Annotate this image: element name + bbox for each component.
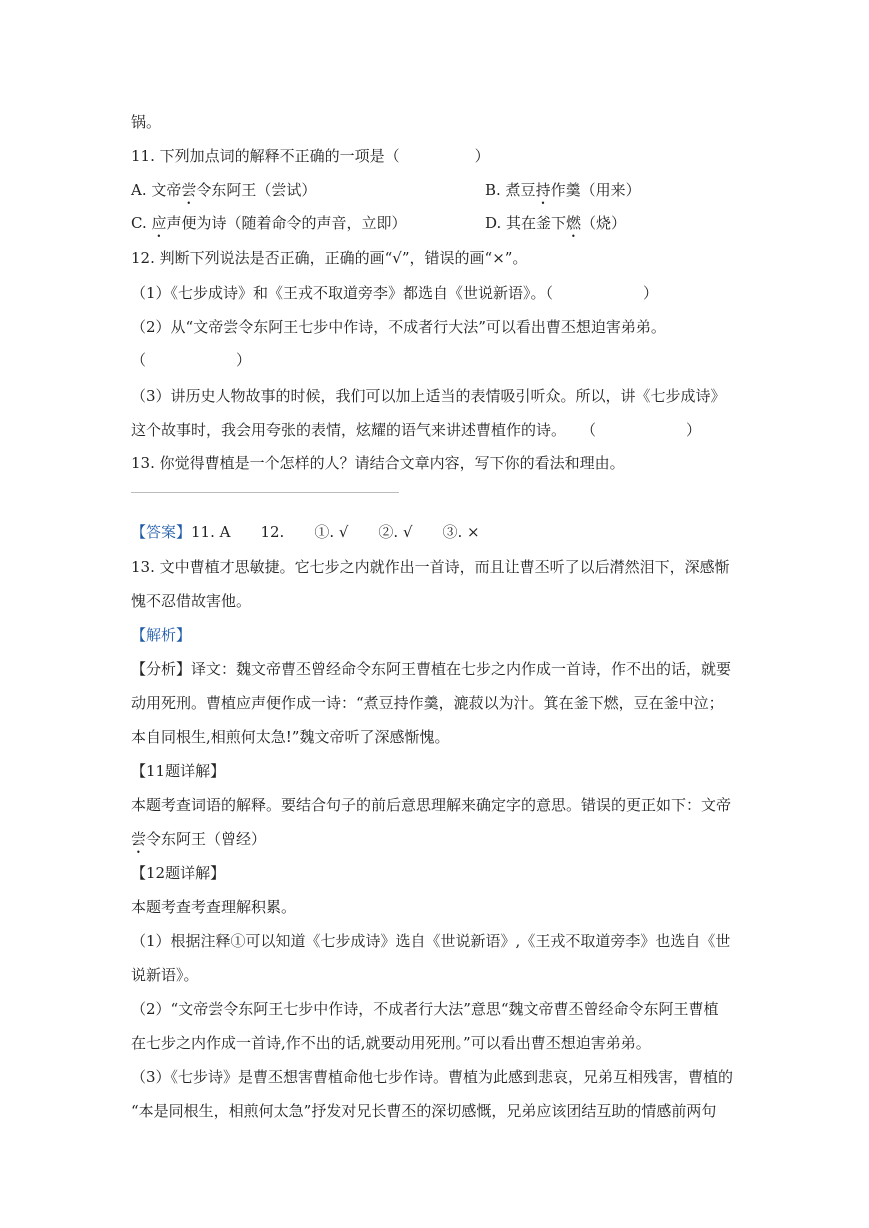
- option-a: A. 文帝尝令东阿王（尝试）: [131, 181, 317, 199]
- question-12-3-cont: 这个故事时，我会用夸张的表情，炫耀的语气来讲述曹植作的诗。 （ ）: [131, 421, 702, 439]
- dotted-word: 持: [535, 181, 551, 199]
- analysis-3: 本自同根生,相煎何太急!”魏文帝听了深感惭愧。: [131, 728, 450, 746]
- analysis-label: 【解析】: [131, 626, 192, 644]
- detail-11-heading: 【11题详解】: [131, 762, 226, 780]
- dotted-word: 燃: [566, 214, 582, 232]
- option-c: C. 应声便为诗（随着命令的声音，立即）: [131, 214, 407, 232]
- option-d: D. 其在釜下燃（烧）: [485, 214, 627, 232]
- text-line: 锅。: [131, 113, 162, 131]
- detail-11-2: 尝令东阿王（曾经）: [131, 830, 267, 848]
- analysis-1: 【分析】译文：魏文帝曹丕曾经命令东阿王曹植在七步之内作成一首诗，作不出的话，就要: [131, 660, 732, 678]
- answer-label: 【答案】: [131, 523, 192, 541]
- detail-12-3: 说新语》。: [131, 966, 199, 984]
- answer-underline: [131, 492, 399, 493]
- question-12-2-blank: （ ）: [131, 351, 252, 369]
- question-12: 12. 判断下列说法是否正确，正确的画“√”，错误的画“×”。: [131, 249, 528, 267]
- answer-13-cont: 愧不忍借故害他。: [131, 592, 252, 610]
- question-12-2: （2）从“文帝尝令东阿王七步中作诗，不成者行大法”可以看出曹丕想迫害弟弟。: [131, 318, 666, 336]
- detail-12-6: （3）《七步诗》是曹丕想害曹植命他七步作诗。曹植为此感到悲哀，兄弟互相残害，曹植的: [131, 1068, 734, 1086]
- detail-12-7: “本是同根生，相煎何太急”抒发对兄长曹丕的深切感慨，兄弟应该团结互助的情感前两句: [131, 1102, 717, 1120]
- answer-13: 13. 文中曹植才思敏捷。它七步之内就作出一首诗，而且让曹丕听了以后潸然泪下，深感惭: [131, 558, 730, 576]
- detail-12-2: （1）根据注释①可以知道《七步成诗》选自《世说新语》,《王戎不取道旁李》也选自《世: [131, 932, 731, 950]
- detail-12-1: 本题考查考查理解积累。: [131, 898, 297, 916]
- answer-line: 【答案】11. A 12. ①. √ ②. √ ③. ×: [131, 523, 480, 541]
- detail-12-4: （2）“文帝尝令东阿王七步中作诗，不成者行大法”意思“魏文帝曹丕曾经命令东阿王曹植: [131, 1000, 719, 1018]
- analysis-2: 动用死刑。曹植应声便作成一诗：“煮豆持作羹，漉菽以为汁。箕在釜下燃，豆在釜中泣；: [131, 694, 724, 712]
- question-13: 13. 你觉得曹植是一个怎样的人？请结合文章内容，写下你的看法和理由。: [131, 454, 625, 472]
- detail-11-1: 本题考查词语的解释。要结合句子的前后意思理解来确定字的意思。错误的更正如下：文帝: [131, 796, 732, 814]
- detail-12-5: 在七步之内作成一首诗,作不出的话,就要动用死刑。”可以看出曹丕想迫害弟弟。: [131, 1034, 651, 1052]
- option-b: B. 煮豆持作羹（用来）: [485, 181, 641, 199]
- dotted-word: 尝: [131, 830, 147, 848]
- question-12-1: （1）《七步成诗》和《王戎不取道旁李》都选自《世说新语》。（ ）: [131, 284, 659, 302]
- dotted-word: 应: [151, 214, 167, 232]
- question-11: 11. 下列加点词的解释不正确的一项是（ ）: [131, 147, 490, 165]
- detail-12-heading: 【12题详解】: [131, 864, 226, 882]
- dotted-word: 尝: [181, 181, 197, 199]
- question-12-3: （3）讲历史人物故事的时候，我们可以加上适当的表情吸引听众。所以，讲《七步成诗》: [131, 387, 726, 405]
